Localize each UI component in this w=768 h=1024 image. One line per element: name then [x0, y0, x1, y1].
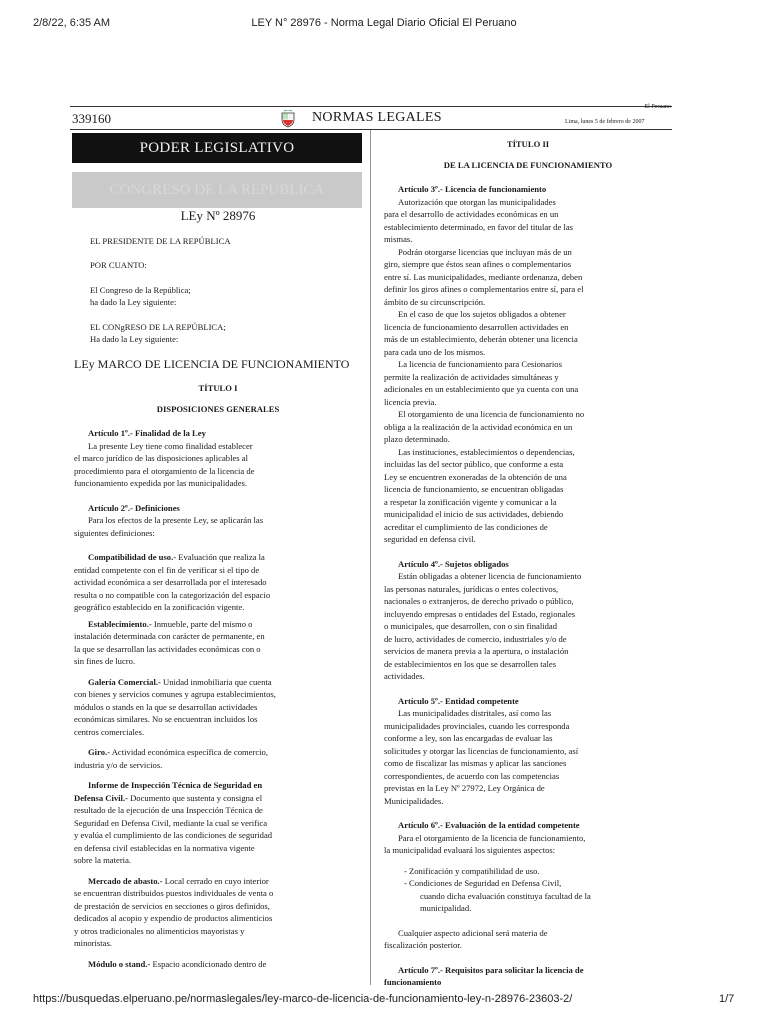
column-divider	[370, 130, 371, 985]
text-line: En el caso de que los sujetos obligados a obtener	[398, 309, 566, 319]
definition-term: Compatibilidad de uso.-	[88, 552, 177, 562]
text-line: seguridad en defensa civil.	[384, 534, 476, 544]
text-line: las personas naturales, jurídicas o entes colectivos,	[384, 583, 559, 594]
text-line: Inmueble, parte del mismo o	[151, 618, 253, 629]
text-line: nacionales o extranjeros, de derecho privado o público,	[384, 596, 574, 606]
text-line: para cada uno de los mismos.	[384, 346, 486, 357]
text-line: Podrán otorgarse licencias que incluyan más de un	[398, 246, 572, 257]
text-line: en defensa civil establecidas en la normativa vigente	[74, 842, 255, 853]
text-line: resultado de la ejecución de una Inspección Técnica de	[74, 805, 263, 815]
text-line: económicas similares. No se encuentran incluidos los	[74, 714, 258, 724]
text-line: o municipales, que desarrollen, con o sin finalidad	[384, 621, 558, 631]
text-line: Documento que sustenta y consigna el	[127, 792, 263, 803]
header-bottom-rule	[70, 129, 672, 130]
president-line: EL PRESIDENTE DE LA REPÚBLICA	[90, 235, 231, 246]
text-line: siguientes definiciones:	[74, 527, 155, 538]
text-line: la que se desarrollan las actividades económicas con o	[74, 643, 261, 654]
section-title: NORMAS LEGALES	[312, 110, 442, 125]
congreso-line-2: ha dado la Ley siguiente:	[90, 297, 177, 307]
de-la-licencia: DE LA LICENCIA DE FUNCIONAMIENTO	[443, 159, 613, 170]
text-line: de establecimientos en los que se desarrollen tales	[384, 658, 557, 669]
text-line: El otorgamiento de una licencia de funcionamiento no	[398, 409, 585, 419]
text-line: Actividad económica específica de comercio,	[110, 747, 269, 757]
text-line: y evalúa el cumplimiento de las condiciones de seguridad	[74, 830, 273, 840]
article-1-heading: Artículo 1º.- Finalidad de la Ley	[88, 428, 206, 438]
text-line: solicitudes y otorgar las licencias de funcionamiento, así	[384, 745, 579, 756]
text-line: La licencia de funcionamiento para Cesionarios	[398, 359, 562, 369]
list-item: municipalidad.	[420, 903, 472, 913]
text-line: ámbito de su circunscripción.	[384, 296, 486, 307]
print-datetime: 2/8/22, 6:35 AM	[33, 17, 111, 29]
text-line: con bienes y servicios comunes y agrupa establecimientos,	[74, 689, 276, 699]
text-line: definir los giros afines o complementarios entre sí, para el	[384, 284, 584, 294]
text-line: licencia de funcionamiento desarrollen actividades en	[384, 321, 569, 332]
article-6-heading: Artículo 6º.- Evaluación de la entidad competente	[398, 820, 580, 830]
text-line: incluyendo empresas o entidades del Estado, regionales	[384, 608, 576, 619]
text-line: licencia previa.	[384, 396, 437, 407]
paper-name: El Peruano	[644, 104, 671, 110]
text-line: Evaluación que realiza la	[176, 552, 265, 562]
print-url: https://busquedas.elperuano.pe/normaslegales/ley-marco-de-licencia-de-funcionamiento-ley-n-28976-23603-2/	[33, 993, 573, 1005]
header-top-rule	[70, 106, 672, 107]
article-4-heading: Artículo 4º.- Sujetos obligados	[398, 558, 509, 569]
text-line: de lucro, actividades de comercio, industriales y/o de	[384, 633, 567, 644]
article-7-heading: Artículo 7º.- Requisitos para solicitar la licencia de	[398, 964, 584, 975]
text-line: obliga a la realización de la actividad económica en un	[384, 421, 573, 432]
definition-term: Establecimiento.-	[88, 618, 152, 629]
congreso-banner: CONGRESO DE LA REPUBLICA	[72, 172, 362, 208]
definition-term: Mercado de abasto.-	[88, 875, 163, 886]
article-2-heading: Artículo 2º.- Definiciones	[88, 502, 180, 513]
article-3-body	[384, 196, 672, 546]
text-line: municipalidad el inicio de sus actividades, debiendo	[384, 509, 564, 519]
article-4-body	[384, 570, 672, 683]
article-5-heading: Artículo 5º.- Entidad competente	[398, 695, 519, 706]
text-line: funcionamiento expedida por las municipalidades.	[74, 478, 248, 488]
titulo-i: TÍTULO I	[198, 383, 238, 393]
definition-term: Defensa Civil.-	[74, 792, 128, 803]
text-line: adicionales en un establecimiento que ya cuenta con una	[384, 384, 579, 394]
definition-establecimiento	[74, 618, 362, 668]
definition-term: Informe de Inspección Técnica de Seguridad en	[88, 780, 263, 790]
text-line: centros comerciales.	[74, 726, 145, 737]
text-line: instalación determinada con carácter de permanente, en	[74, 631, 265, 641]
congreso-line-3: EL CONgRESO DE LA REPÚBLICA;	[90, 321, 226, 332]
right-column	[384, 138, 672, 989]
text-line: La presente Ley tiene como finalidad establecer	[88, 440, 253, 451]
text-line: de prestación de servicios en secciones o giros definidos,	[74, 900, 270, 911]
text-line: módulos o stands en la que se desarrollan actividades	[74, 701, 258, 712]
congreso-line-1: El Congreso de la República;	[90, 284, 191, 295]
print-page-title: LEY N° 28976 - Norma Legal Diario Oficial El Peruano	[251, 17, 517, 29]
list-item: - Zonificación y compatibilidad de uso.	[404, 865, 540, 876]
text-line: industria y/o de servicios.	[74, 759, 163, 770]
text-line: correspondientes, de acuerdo con las competencias	[384, 770, 560, 781]
text-line: mismas.	[384, 234, 413, 244]
text-line: Ley se encuentren exoneradas de la obtención de una	[384, 471, 567, 482]
text-line: más de un establecimiento, deberán obtener una licencia	[384, 334, 578, 344]
text-line: resulta o no compatible con la categorización del espacio	[74, 589, 271, 600]
coat-of-arms-icon	[280, 110, 296, 128]
text-line: Espacio acondicionado dentro de	[150, 958, 267, 969]
left-column	[74, 210, 362, 970]
text-line: Municipalidades.	[384, 795, 444, 806]
text-line: Para los efectos de la presente Ley, se aplicarán las	[88, 515, 264, 525]
text-line: Para el otorgamiento de la licencia de funcionamiento,	[398, 832, 586, 843]
text-line: giro, siempre que éstos sean afines o complementarios	[384, 259, 572, 269]
text-line: el marco jurídico de las disposiciones aplicables al	[74, 453, 248, 463]
text-line: sin fines de lucro.	[74, 656, 136, 666]
text-line: minoristas.	[74, 938, 112, 948]
text-line: servicios de manera previa a la apertura, o instalación	[384, 646, 569, 656]
text-line: plazo determinado.	[384, 434, 450, 444]
text-line: Local cerrado en cuyo interior	[162, 875, 269, 886]
text-line: permite la realización de actividades simultáneas y	[384, 371, 559, 382]
text-line: Cualquier aspecto adicional será materia de	[398, 927, 548, 938]
law-number: LEy Nº 28976	[180, 208, 256, 223]
law-name: LEy MARCO DE LICENCIA DE FUNCIONAMIENTO	[74, 356, 350, 371]
text-line: dedicados al acopio y expendio de productos alimenticios	[74, 913, 273, 923]
issue-date: Lima, lunes 5 de febrero de 2007	[565, 119, 645, 125]
definition-mercado	[74, 875, 362, 950]
article-5-body	[384, 707, 672, 807]
list-item: - Condiciones de Seguridad en Defensa Civil,	[404, 878, 562, 888]
article-7-heading-cont: funcionamiento	[384, 977, 442, 987]
disposiciones-generales: DISPOSICIONES GENERALES	[156, 403, 280, 414]
titulo-ii: TÍTULO II	[506, 139, 550, 149]
text-line: entre sí. Las municipalidades, mediante ordenanza, deben	[384, 271, 583, 282]
text-line: fiscalización posterior.	[384, 940, 462, 950]
text-line: sobre la materia.	[74, 855, 132, 865]
text-line: y otros tradicionales no alimenticios mayoristas y	[74, 925, 245, 936]
definition-term: Galería Comercial.-	[88, 676, 161, 687]
text-line: como de fiscalizar las mismas y aplicar las sanciones	[384, 758, 567, 768]
definition-giro	[74, 746, 362, 771]
text-line: actividad económica a ser desarrollada por el interesado	[74, 577, 267, 587]
text-line: Las municipalidades distritales, así como las	[398, 708, 552, 718]
list-item: cuando dicha evaluación constituya facultad de la	[420, 890, 591, 901]
text-line: para el desarrollo de actividades económicas en un	[384, 209, 559, 219]
text-line: licencia de funcionamiento, se encuentran obligadas	[384, 484, 564, 494]
text-line: Seguridad en Defensa Civil, mediante la cual se verifica	[74, 817, 268, 828]
text-line: Están obligadas a obtener licencia de funcionamiento	[398, 571, 582, 581]
congreso-line-4: Ha dado la Ley siguiente:	[90, 334, 179, 344]
print-page-count: 1/7	[719, 993, 735, 1005]
text-line: la municipalidad evaluará los siguientes aspectos:	[384, 845, 556, 855]
text-line: incluidas las del sector público, que conforme a esta	[384, 459, 564, 469]
definition-compatibilidad	[74, 551, 362, 614]
article-6-body	[384, 832, 672, 952]
text-line: establecimiento determinado, en favor del titular de las	[384, 221, 573, 232]
article-1-body	[74, 440, 362, 490]
text-line: se encuentran distribuidos puestos individuales de venta o	[74, 888, 274, 898]
text-line: entidad competente con el fin de verificar si el tipo de	[74, 564, 260, 575]
text-line: actividades.	[384, 671, 425, 681]
por-cuanto: POR CUANTO:	[90, 260, 147, 270]
text-line: a respetar la zonificación vigente y comunicar a la	[384, 496, 557, 507]
text-line: procedimiento para el otorgamiento de la licencia de	[74, 465, 255, 476]
definition-informe	[74, 779, 362, 867]
text-line: Las instituciones, establecimientos o dependencias,	[398, 446, 575, 457]
text-line: Autorización que otorgan las municipalidades	[398, 196, 556, 207]
definition-galeria	[74, 676, 362, 739]
definition-modulo	[74, 958, 362, 971]
definition-term: Giro.-	[88, 747, 111, 757]
definition-term: Módulo o stand.-	[88, 958, 151, 969]
text-line: conforme a ley, son las encargadas de evaluar las	[384, 733, 553, 743]
text-line: municipalidades provinciales, cuando les corresponda	[384, 720, 570, 731]
text-line: geográfico establecido en la zonificación vigente.	[74, 602, 245, 612]
text-line: Unidad inmobiliaria que cuenta	[160, 676, 272, 687]
text-line: previstas en la Ley Nº 27972, Ley Orgánica de	[384, 783, 545, 793]
article-3-heading: Artículo 3º.- Licencia de funcionamiento	[398, 184, 547, 194]
poder-legislativo-banner: PODER LEGISLATIVO	[72, 133, 362, 163]
page-number: 339160	[72, 111, 111, 126]
text-line: acreditar el cumplimiento de las condiciones de	[384, 521, 548, 532]
